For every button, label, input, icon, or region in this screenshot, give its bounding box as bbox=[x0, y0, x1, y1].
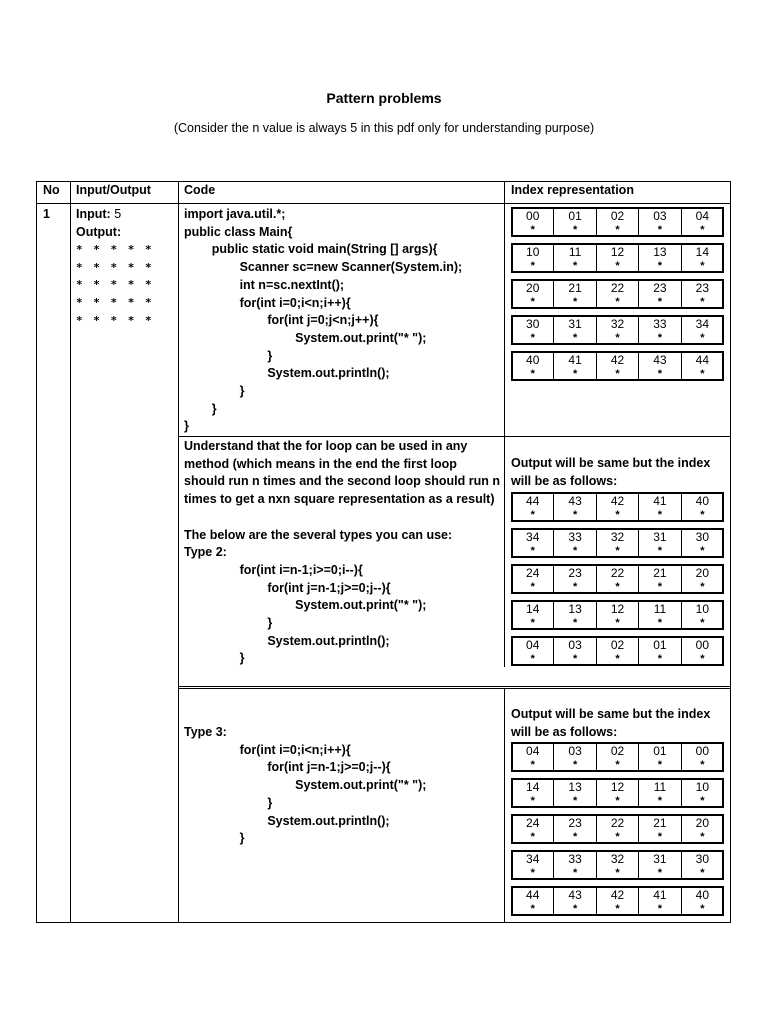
grid-cell bbox=[682, 280, 723, 308]
output-stars: * * * * * * * * * * * * * * * * * * * * * * * * * bbox=[76, 243, 154, 327]
grid-cell bbox=[554, 316, 596, 344]
cell-star: * bbox=[700, 795, 705, 807]
cell-star: * bbox=[615, 509, 620, 521]
grid-cell bbox=[597, 316, 639, 344]
cell-index: 44 bbox=[526, 494, 540, 508]
cell-star: * bbox=[615, 368, 620, 380]
grid-cell bbox=[682, 601, 723, 629]
cell-index: 11 bbox=[653, 602, 667, 616]
cell-star: * bbox=[615, 581, 620, 593]
page-title: Pattern problems bbox=[326, 90, 442, 106]
grid-row bbox=[511, 742, 724, 772]
cell-index: 41 bbox=[568, 353, 582, 367]
cell-index: 44 bbox=[695, 353, 709, 367]
cell-star: * bbox=[572, 653, 578, 665]
cell-index: 21 bbox=[568, 281, 582, 295]
cell-index: 43 bbox=[568, 494, 582, 508]
cell-index: 33 bbox=[653, 317, 667, 331]
cell-star: * bbox=[700, 224, 705, 236]
cell-star: * bbox=[530, 224, 535, 236]
grid-cell bbox=[639, 851, 681, 879]
cell-index: 40 bbox=[695, 888, 709, 902]
cell-index: 01 bbox=[653, 638, 667, 652]
cell-index: 11 bbox=[653, 780, 667, 794]
cell-index: 44 bbox=[526, 888, 540, 902]
row-divider bbox=[178, 686, 730, 687]
grid-cell bbox=[512, 565, 554, 593]
code-type3: Type 3: for(int i=0;i<n;i++){ for(int j=n-1;j>=0;j--){ System.out.print("* "); } System.out.println(); } bbox=[184, 725, 427, 846]
cell-star: * bbox=[572, 867, 578, 879]
cell-star: * bbox=[700, 545, 705, 557]
grid-cell bbox=[597, 743, 639, 771]
cell-index: 11 bbox=[568, 245, 582, 259]
grid-row bbox=[511, 243, 724, 273]
grid-cell bbox=[639, 352, 681, 380]
grid-cell bbox=[512, 493, 554, 521]
cell-star: * bbox=[572, 581, 578, 593]
cell-index: 40 bbox=[526, 353, 540, 367]
grid-cell bbox=[597, 887, 639, 915]
cell-star: * bbox=[530, 795, 535, 807]
grid-cell bbox=[682, 887, 723, 915]
cell-star: * bbox=[657, 831, 663, 843]
cell-star: * bbox=[700, 332, 705, 344]
header-code: Code bbox=[184, 183, 216, 197]
cell-star: * bbox=[700, 368, 705, 380]
cell-star: * bbox=[530, 260, 535, 272]
cell-index: 02 bbox=[610, 209, 625, 223]
header-no: No bbox=[43, 183, 60, 197]
cell-index: 30 bbox=[526, 317, 540, 331]
pattern-table bbox=[36, 181, 731, 923]
cell-index: 10 bbox=[695, 602, 709, 616]
cell-index: 01 bbox=[568, 209, 582, 223]
cell-star: * bbox=[700, 831, 705, 843]
grid-cell bbox=[512, 851, 554, 879]
grid-cell bbox=[682, 779, 723, 807]
grid-cell bbox=[554, 637, 596, 665]
grid-cell bbox=[554, 529, 596, 557]
column-divider bbox=[178, 182, 179, 922]
cell-index: 21 bbox=[653, 816, 667, 830]
cell-star: * bbox=[700, 867, 705, 879]
index-grid-type2 bbox=[511, 492, 724, 672]
grid-cell bbox=[597, 352, 639, 380]
cell-star: * bbox=[572, 260, 578, 272]
grid-cell bbox=[512, 352, 554, 380]
cell-star: * bbox=[657, 224, 663, 236]
grid-row bbox=[511, 492, 724, 522]
grid-cell bbox=[639, 208, 681, 236]
grid-cell bbox=[597, 637, 639, 665]
cell-index: 14 bbox=[526, 602, 540, 616]
input-line bbox=[76, 206, 121, 224]
cell-star: * bbox=[572, 759, 578, 771]
cell-index: 21 bbox=[653, 566, 667, 580]
cell-index: 33 bbox=[568, 530, 582, 544]
grid-cell bbox=[512, 743, 554, 771]
grid-row bbox=[511, 528, 724, 558]
code-type1: import java.util.*; public class Main{ public static void main(String [] args){ Scanner sc=new Scanner(System.in); int n=sc.nextInt(); for(int i=0;i<n;i++){ for(int j=0;j<n;j++){ System.out.print("* "); } System.out.println(); } } } bbox=[184, 207, 463, 434]
grid-cell bbox=[682, 743, 723, 771]
cell-index: 10 bbox=[695, 780, 709, 794]
input-value: 5 bbox=[110, 207, 122, 221]
cell-star: * bbox=[700, 759, 705, 771]
cell-index: 31 bbox=[653, 852, 667, 866]
cell-star: * bbox=[700, 260, 705, 272]
cell-index: 04 bbox=[526, 744, 540, 758]
cell-index: 02 bbox=[610, 638, 625, 652]
cell-star: * bbox=[657, 545, 663, 557]
grid-cell bbox=[639, 280, 681, 308]
cell-star: * bbox=[572, 617, 578, 629]
column-divider bbox=[70, 182, 71, 922]
cell-index: 23 bbox=[695, 281, 709, 295]
cell-index: 12 bbox=[610, 245, 625, 259]
grid-cell bbox=[512, 316, 554, 344]
input-label: Input: bbox=[76, 207, 111, 221]
cell-index: 42 bbox=[610, 888, 625, 902]
cell-star: * bbox=[530, 296, 535, 308]
cell-index: 24 bbox=[526, 816, 540, 830]
cell-star: * bbox=[700, 296, 705, 308]
cell-star: * bbox=[530, 332, 535, 344]
cell-star: * bbox=[657, 653, 663, 665]
grid-row bbox=[511, 850, 724, 880]
cell-star: * bbox=[657, 759, 663, 771]
cell-index: 00 bbox=[695, 744, 709, 758]
grid-cell bbox=[512, 887, 554, 915]
grid-cell bbox=[554, 208, 596, 236]
grid-cell bbox=[554, 280, 596, 308]
cell-star: * bbox=[615, 296, 620, 308]
cell-index: 13 bbox=[653, 245, 667, 259]
cell-star: * bbox=[657, 617, 663, 629]
grid-row bbox=[511, 636, 724, 666]
cell-index: 14 bbox=[695, 245, 709, 259]
cell-star: * bbox=[657, 581, 663, 593]
cell-star: * bbox=[572, 795, 578, 807]
grid-cell bbox=[597, 779, 639, 807]
cell-index: 41 bbox=[653, 888, 667, 902]
grid-cell bbox=[639, 601, 681, 629]
cell-star: * bbox=[615, 224, 620, 236]
grid-cell bbox=[554, 851, 596, 879]
grid-row bbox=[511, 279, 724, 309]
grid-cell bbox=[597, 493, 639, 521]
row-number: 1 bbox=[43, 207, 50, 221]
cell-star: * bbox=[700, 617, 705, 629]
cell-star: * bbox=[572, 545, 578, 557]
cell-index: 03 bbox=[653, 209, 667, 223]
cell-index: 12 bbox=[610, 780, 625, 794]
column-divider bbox=[504, 688, 505, 922]
cell-star: * bbox=[657, 903, 663, 915]
cell-index: 24 bbox=[526, 566, 540, 580]
cell-index: 42 bbox=[610, 494, 625, 508]
cell-index: 41 bbox=[653, 494, 667, 508]
cell-star: * bbox=[572, 831, 578, 843]
cell-star: * bbox=[572, 509, 578, 521]
index-note-type3: Output will be same but the index will be as follows: bbox=[511, 707, 711, 739]
grid-cell bbox=[554, 493, 596, 521]
cell-star: * bbox=[615, 867, 620, 879]
cell-index: 42 bbox=[610, 353, 625, 367]
cell-star: * bbox=[657, 867, 663, 879]
grid-cell bbox=[597, 851, 639, 879]
grid-cell bbox=[639, 529, 681, 557]
column-divider bbox=[504, 182, 505, 667]
cell-star: * bbox=[530, 867, 535, 879]
header-index-representation: Index representation bbox=[511, 183, 634, 197]
cell-index: 43 bbox=[568, 888, 582, 902]
cell-index: 03 bbox=[568, 744, 582, 758]
grid-cell bbox=[597, 244, 639, 272]
cell-index: 23 bbox=[568, 816, 582, 830]
cell-star: * bbox=[615, 831, 620, 843]
cell-index: 20 bbox=[695, 816, 709, 830]
grid-cell bbox=[682, 637, 723, 665]
cell-star: * bbox=[615, 653, 620, 665]
cell-index: 04 bbox=[526, 638, 540, 652]
cell-index: 32 bbox=[610, 317, 625, 331]
cell-index: 22 bbox=[610, 566, 625, 580]
cell-star: * bbox=[657, 296, 663, 308]
grid-cell bbox=[512, 601, 554, 629]
grid-cell bbox=[639, 743, 681, 771]
grid-row bbox=[511, 814, 724, 844]
grid-cell bbox=[512, 815, 554, 843]
grid-cell bbox=[554, 779, 596, 807]
grid-cell bbox=[639, 779, 681, 807]
cell-star: * bbox=[615, 617, 620, 629]
grid-cell bbox=[597, 815, 639, 843]
cell-index: 30 bbox=[695, 852, 709, 866]
cell-index: 23 bbox=[568, 566, 582, 580]
cell-star: * bbox=[700, 509, 705, 521]
index-grid-type3 bbox=[511, 742, 724, 922]
cell-star: * bbox=[572, 332, 578, 344]
cell-index: 01 bbox=[653, 744, 667, 758]
cell-star: * bbox=[657, 795, 663, 807]
cell-index: 34 bbox=[526, 530, 540, 544]
grid-cell bbox=[597, 208, 639, 236]
grid-cell bbox=[682, 244, 723, 272]
grid-cell bbox=[639, 493, 681, 521]
grid-cell bbox=[682, 208, 723, 236]
cell-star: * bbox=[657, 260, 663, 272]
grid-cell bbox=[512, 208, 554, 236]
cell-index: 31 bbox=[568, 317, 582, 331]
cell-star: * bbox=[615, 903, 620, 915]
output-label: Output: bbox=[76, 225, 122, 239]
grid-cell bbox=[512, 244, 554, 272]
grid-cell bbox=[554, 887, 596, 915]
grid-row bbox=[511, 315, 724, 345]
grid-cell bbox=[597, 601, 639, 629]
grid-row bbox=[511, 886, 724, 916]
page-subtitle: (Consider the n value is always 5 in this pdf only for understanding purpose) bbox=[173, 121, 595, 135]
cell-index: 20 bbox=[526, 281, 540, 295]
cell-star: * bbox=[530, 617, 535, 629]
cell-star: * bbox=[530, 653, 535, 665]
grid-cell bbox=[639, 887, 681, 915]
grid-cell bbox=[682, 316, 723, 344]
cell-index: 20 bbox=[695, 566, 709, 580]
code-type2-explanation: Understand that the for loop can be used in any method (which means in the end the first loop should run n times and the second loop should run n times to get a nxn square representation as a result) The below are the several types you can use: Type 2: for(int i=n-1;i>=0;i--){ for(int j=n-1;j>=0;j--){ System.out.print("* "); } System.out.println(); } bbox=[184, 439, 500, 666]
grid-row bbox=[511, 351, 724, 381]
cell-star: * bbox=[530, 509, 535, 521]
cell-star: * bbox=[657, 332, 663, 344]
grid-cell bbox=[512, 529, 554, 557]
cell-index: 34 bbox=[695, 317, 709, 331]
cell-star: * bbox=[700, 903, 705, 915]
grid-cell bbox=[554, 352, 596, 380]
grid-cell bbox=[512, 280, 554, 308]
cell-star: * bbox=[530, 903, 535, 915]
cell-index: 22 bbox=[610, 816, 625, 830]
grid-row bbox=[511, 600, 724, 630]
header-input-output: Input/Output bbox=[76, 183, 151, 197]
grid-cell bbox=[682, 493, 723, 521]
cell-index: 33 bbox=[568, 852, 582, 866]
row-divider bbox=[178, 688, 730, 689]
cell-star: * bbox=[657, 368, 663, 380]
cell-index: 34 bbox=[526, 852, 540, 866]
grid-cell bbox=[682, 815, 723, 843]
cell-index: 22 bbox=[610, 281, 625, 295]
cell-index: 13 bbox=[568, 602, 582, 616]
cell-index: 14 bbox=[526, 780, 540, 794]
cell-star: * bbox=[615, 545, 620, 557]
grid-row bbox=[511, 564, 724, 594]
cell-index: 31 bbox=[653, 530, 667, 544]
grid-cell bbox=[512, 637, 554, 665]
cell-index: 04 bbox=[695, 209, 709, 223]
grid-cell bbox=[597, 280, 639, 308]
grid-cell bbox=[512, 779, 554, 807]
cell-index: 12 bbox=[610, 602, 625, 616]
cell-index: 43 bbox=[653, 353, 667, 367]
grid-cell bbox=[554, 743, 596, 771]
cell-index: 00 bbox=[526, 209, 540, 223]
grid-cell bbox=[597, 529, 639, 557]
cell-index: 32 bbox=[610, 852, 625, 866]
cell-star: * bbox=[530, 368, 535, 380]
grid-cell bbox=[554, 815, 596, 843]
grid-cell bbox=[597, 565, 639, 593]
grid-cell bbox=[639, 565, 681, 593]
cell-star: * bbox=[572, 368, 578, 380]
grid-cell bbox=[554, 565, 596, 593]
cell-index: 10 bbox=[526, 245, 540, 259]
row-divider bbox=[178, 436, 730, 437]
cell-index: 40 bbox=[695, 494, 709, 508]
grid-cell bbox=[682, 851, 723, 879]
grid-row bbox=[511, 207, 724, 237]
cell-star: * bbox=[572, 224, 578, 236]
cell-star: * bbox=[530, 831, 535, 843]
cell-star: * bbox=[572, 903, 578, 915]
grid-cell bbox=[554, 244, 596, 272]
cell-star: * bbox=[615, 260, 620, 272]
grid-row bbox=[511, 778, 724, 808]
grid-cell bbox=[639, 244, 681, 272]
cell-star: * bbox=[530, 545, 535, 557]
cell-index: 02 bbox=[610, 744, 625, 758]
cell-star: * bbox=[615, 759, 620, 771]
cell-index: 03 bbox=[568, 638, 582, 652]
cell-index: 30 bbox=[695, 530, 709, 544]
grid-cell bbox=[682, 352, 723, 380]
grid-cell bbox=[682, 529, 723, 557]
cell-star: * bbox=[657, 509, 663, 521]
grid-cell bbox=[639, 316, 681, 344]
index-grid-type1 bbox=[511, 207, 724, 387]
grid-cell bbox=[682, 565, 723, 593]
index-note-type2: Output will be same but the index will be as follows: bbox=[511, 456, 711, 488]
cell-index: 32 bbox=[610, 530, 625, 544]
grid-cell bbox=[554, 601, 596, 629]
header-divider bbox=[37, 203, 730, 204]
cell-index: 00 bbox=[695, 638, 709, 652]
cell-star: * bbox=[615, 795, 620, 807]
cell-star: * bbox=[615, 332, 620, 344]
grid-cell bbox=[639, 637, 681, 665]
cell-star: * bbox=[700, 581, 705, 593]
cell-index: 23 bbox=[653, 281, 667, 295]
grid-cell bbox=[639, 815, 681, 843]
cell-star: * bbox=[700, 653, 705, 665]
cell-star: * bbox=[530, 581, 535, 593]
cell-star: * bbox=[530, 759, 535, 771]
cell-index: 13 bbox=[568, 780, 582, 794]
cell-star: * bbox=[572, 296, 578, 308]
